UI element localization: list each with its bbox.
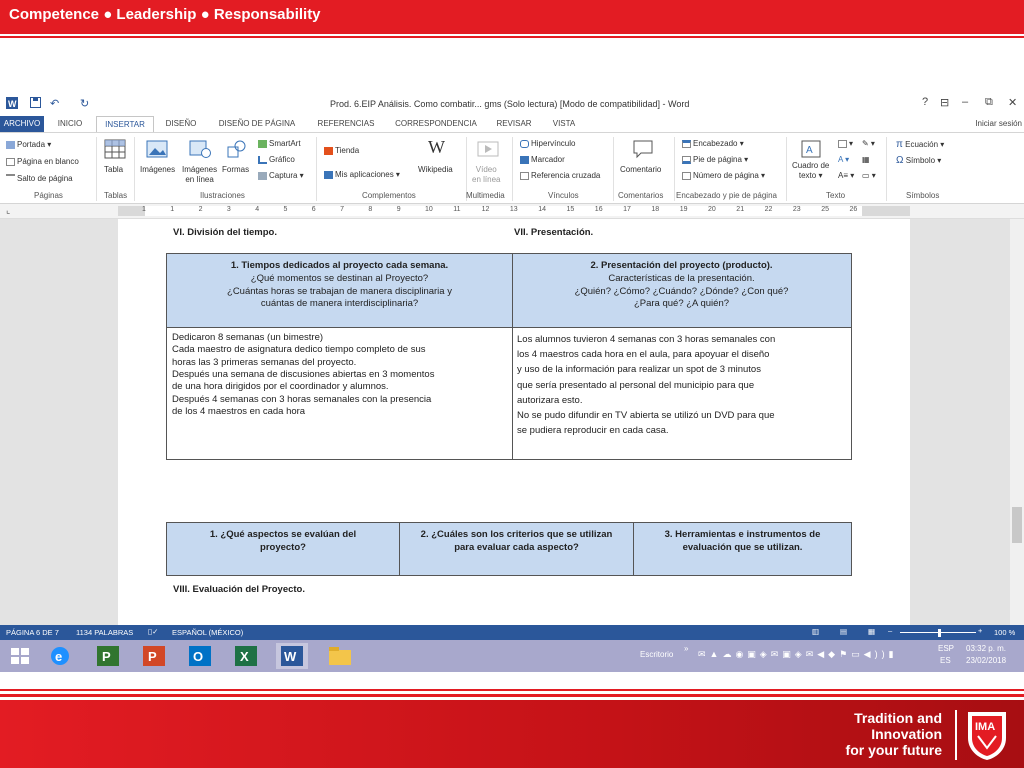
svg-text:W: W bbox=[8, 99, 17, 109]
imagenes-button[interactable]: Imágenes bbox=[140, 165, 176, 174]
online-video-icon bbox=[477, 139, 499, 159]
tab-inicio[interactable]: INICIO bbox=[57, 119, 83, 128]
ruler-number: 16 bbox=[594, 206, 603, 213]
tab-diseno[interactable]: DISEÑO bbox=[165, 119, 197, 128]
quick-parts-icon[interactable]: ▾ bbox=[838, 139, 853, 148]
signin-link[interactable]: Iniciar sesión bbox=[975, 119, 1022, 128]
pie-pagina-button[interactable]: Pie de página ▾ bbox=[682, 155, 748, 164]
windows-taskbar bbox=[0, 640, 1024, 672]
table2-col3: 3. Herramientas e instrumentos de evaluación que se utilizan. bbox=[664, 529, 821, 553]
cover-page-icon bbox=[6, 141, 15, 149]
ruler-number: 22 bbox=[764, 206, 773, 213]
smartart-icon bbox=[258, 140, 267, 148]
pagina-blanco-button[interactable]: Página en blanco bbox=[6, 157, 79, 166]
slide-header-title: Competence ● Leadership ● Responsability bbox=[9, 6, 321, 23]
table2-col2: 2. ¿Cuáles son los criterios que se utilizan para evaluar cada aspecto? bbox=[420, 529, 613, 553]
tab-referencias[interactable]: REFERENCIAS bbox=[317, 119, 375, 128]
referencia-cruzada-button[interactable]: Referencia cruzada bbox=[520, 171, 600, 180]
ribbon-separator bbox=[512, 137, 513, 201]
captura-button[interactable]: Captura ▾ bbox=[258, 171, 304, 180]
tray-icons[interactable]: ✉▲☁◉▣◈✉▣◈✉◀◆⚑▭◀))▮ bbox=[698, 649, 898, 659]
slide-footer bbox=[0, 700, 1024, 768]
ruler-number: 1 bbox=[170, 206, 175, 213]
ie-icon[interactable] bbox=[44, 643, 76, 669]
table1-head-right: 2. Presentación del proyecto (producto). Características de la presentación. ¿Quién? ¿Cómo? ¿Cuándo? ¿Dónde? ¿Con qué? ¿Para qué? ¿A quién? bbox=[512, 254, 851, 327]
encabezado-button[interactable]: Encabezado ▾ bbox=[682, 139, 744, 148]
evaluation-table bbox=[166, 522, 852, 576]
tienda-button[interactable]: Tienda bbox=[324, 146, 359, 155]
drop-cap-icon[interactable]: A≡ ▾ bbox=[838, 171, 855, 180]
group-label-tablas: Tablas bbox=[104, 191, 128, 200]
slide-header-bar bbox=[0, 0, 1024, 34]
footer-tagline: Tradition and Innovation for your future bbox=[845, 710, 942, 758]
read-mode-icon[interactable]: ▥ bbox=[812, 627, 820, 636]
group-label-encabezado: Encabezado y pie de página bbox=[676, 191, 777, 200]
table1-head-left: 1. Tiempos dedicados al proyecto cada semana. ¿Qué momentos se destinan al Proyecto? ¿Cuántas horas se trabajan de manera disciplinaria y cuántas de manera interdisciplinaria? bbox=[167, 254, 512, 327]
save-icon[interactable] bbox=[30, 97, 41, 111]
online-pictures-icon bbox=[189, 139, 211, 159]
zoom-out-button[interactable]: – bbox=[888, 626, 893, 635]
ima-logo bbox=[964, 708, 1010, 762]
ecuacion-button[interactable]: π Ecuación ▾ bbox=[896, 139, 945, 150]
portada-button[interactable]: Portada ▾ bbox=[6, 140, 51, 149]
ruler-number: 6 bbox=[311, 206, 316, 213]
ribbon-separator bbox=[786, 137, 787, 201]
zoom-in-button[interactable]: + bbox=[978, 626, 983, 635]
project-icon[interactable] bbox=[92, 643, 124, 669]
ruler-left-margin bbox=[118, 206, 145, 216]
ruler-number: 8 bbox=[368, 206, 373, 213]
salto-pagina-button[interactable]: Salto de página bbox=[6, 174, 73, 184]
table1-body-right: Los alumnos tuvieron 4 semanas con 3 horas semanales con los 4 maestros cada hora en el aula, para apoyuar el diseño y uso de la información para realizar un spot de 3 minutos que sería presentado al personal del municipio para que autorizara esto. No se pudo difundir en TV abierta se utilizó un DVD para que se pudiera reproducir en cada casa. bbox=[517, 334, 776, 437]
minimize-button[interactable]: – bbox=[962, 96, 969, 108]
text-box-icon bbox=[800, 139, 822, 159]
clock-time[interactable]: 03:32 p. m. bbox=[966, 644, 1007, 653]
imagenes-linea-button[interactable]: Imágenes en línea bbox=[182, 165, 218, 184]
group-label-complementos: Complementos bbox=[362, 191, 416, 200]
ruler-number: 12 bbox=[481, 206, 490, 213]
header-icon bbox=[682, 140, 691, 148]
wordart-icon[interactable]: A ▾ bbox=[838, 155, 850, 164]
svg-text:O: O bbox=[193, 649, 204, 664]
ribbon-tabs bbox=[0, 116, 1024, 132]
group-label-paginas: Páginas bbox=[34, 191, 63, 200]
cross-reference-icon bbox=[520, 172, 529, 180]
ruler-number: 21 bbox=[736, 206, 745, 213]
blank-page-icon bbox=[6, 158, 15, 166]
page-number-icon bbox=[682, 172, 691, 180]
group-label-simbolos: Símbolos bbox=[906, 191, 940, 200]
screenshot-icon bbox=[258, 172, 267, 180]
ruler-number: 14 bbox=[538, 206, 546, 213]
wikipedia-button[interactable]: Wikipedia bbox=[418, 165, 453, 174]
grafico-button[interactable]: Gráfico bbox=[258, 155, 295, 164]
ruler-number: 11 bbox=[453, 206, 461, 213]
desktop-toolbar[interactable]: Escritorio bbox=[640, 650, 674, 659]
ribbon-separator bbox=[96, 137, 97, 201]
group-label-multimedia: Multimedia bbox=[466, 191, 505, 200]
ribbon-separator bbox=[674, 137, 675, 201]
footer-divider bbox=[955, 710, 957, 760]
formas-button[interactable]: Formas bbox=[222, 165, 250, 174]
explorer-icon[interactable] bbox=[324, 643, 356, 669]
proofing-icon[interactable]: ▯✓ bbox=[148, 627, 159, 636]
close-button[interactable]: ✕ bbox=[1008, 97, 1018, 109]
svg-text:IMA: IMA bbox=[975, 721, 996, 733]
tab-correspondencia[interactable]: CORRESPONDENCIA bbox=[395, 119, 477, 128]
group-label-comentarios: Comentarios bbox=[618, 191, 664, 200]
ruler-number: 13 bbox=[509, 206, 518, 213]
zoom-level[interactable]: 100 % bbox=[994, 628, 1016, 637]
ruler-number: 20 bbox=[708, 206, 716, 213]
page-break-icon bbox=[6, 174, 15, 184]
document-title: Prod. 6.EIP Análisis. Como combatir... gms (Solo lectura) [Modo de compatibilidad] - Word bbox=[330, 99, 690, 109]
omega-icon: Ω bbox=[896, 155, 904, 166]
group-label-vinculos: Vínculos bbox=[548, 191, 579, 200]
table-icon bbox=[104, 139, 126, 159]
tabla-button[interactable]: Tabla bbox=[104, 165, 124, 174]
tab-vista[interactable]: VISTA bbox=[552, 119, 576, 128]
ribbon-separator bbox=[134, 137, 135, 201]
start-icon[interactable] bbox=[4, 643, 36, 669]
toolbar-expand-icon[interactable]: » bbox=[684, 644, 689, 653]
time-division-table bbox=[166, 253, 852, 460]
ribbon-separator bbox=[886, 137, 887, 201]
footer-rule bbox=[0, 689, 1024, 691]
ruler-number: 3 bbox=[226, 206, 231, 213]
footer-rule bbox=[0, 694, 1024, 697]
ruler-number: 23 bbox=[792, 206, 801, 213]
svg-text:A: A bbox=[806, 145, 813, 156]
ribbon-display-button[interactable]: ⊟ bbox=[940, 97, 950, 109]
date-time-icon[interactable]: ▦ bbox=[862, 155, 870, 164]
group-label-ilustraciones: Ilustraciones bbox=[200, 191, 245, 200]
store-icon bbox=[324, 147, 333, 155]
ruler-right-margin bbox=[862, 206, 910, 216]
redo-icon[interactable]: ↻ bbox=[80, 98, 90, 110]
pictures-icon bbox=[146, 139, 168, 159]
undo-icon[interactable]: ↶ bbox=[50, 98, 60, 110]
tab-selector-icon[interactable]: ⌞ bbox=[6, 205, 11, 215]
language-status[interactable]: ESPAÑOL (MÉXICO) bbox=[172, 628, 244, 637]
svg-text:e: e bbox=[55, 649, 63, 664]
hyperlink-icon bbox=[520, 140, 529, 148]
ruler-number: 4 bbox=[255, 206, 260, 213]
word-window bbox=[0, 92, 1024, 672]
simbolo-button[interactable]: Ω Símbolo ▾ bbox=[896, 155, 942, 166]
section-evaluacion: VIII. Evaluación del Proyecto. bbox=[173, 584, 305, 595]
wikipedia-icon: W bbox=[428, 137, 445, 157]
svg-text:P: P bbox=[148, 649, 157, 664]
pi-icon: π bbox=[896, 139, 903, 150]
comment-icon bbox=[632, 139, 654, 159]
ruler-number: 7 bbox=[340, 206, 344, 213]
numero-pagina-button[interactable]: Número de página ▾ bbox=[682, 171, 765, 180]
horizontal-ruler bbox=[0, 204, 1024, 219]
svg-text:P: P bbox=[102, 649, 111, 664]
group-label-texto: Texto bbox=[826, 191, 846, 200]
vertical-scrollbar[interactable] bbox=[1010, 219, 1024, 625]
svg-text:X: X bbox=[240, 649, 249, 664]
restore-button[interactable]: ⧉ bbox=[985, 96, 993, 108]
input-language-bottom[interactable]: ES bbox=[940, 656, 951, 665]
page-count[interactable]: PÁGINA 6 DE 7 bbox=[6, 628, 59, 637]
outlook-icon[interactable] bbox=[184, 643, 216, 669]
ruler-number: 18 bbox=[651, 206, 660, 213]
comentario-button[interactable]: Comentario bbox=[620, 165, 662, 174]
status-bar bbox=[0, 625, 1024, 640]
ruler-number: 25 bbox=[821, 206, 829, 213]
print-layout-icon[interactable]: ▤ bbox=[840, 627, 848, 636]
ruler-number: 26 bbox=[849, 206, 858, 213]
table2-col1: 1. ¿Qué aspectos se evalúan del proyecto? bbox=[209, 529, 357, 553]
scrollbar-thumb[interactable] bbox=[1012, 507, 1022, 543]
marcador-button[interactable]: Marcador bbox=[520, 155, 565, 164]
clock-date[interactable]: 23/02/2018 bbox=[966, 656, 1007, 665]
tab-insertar[interactable]: INSERTAR bbox=[96, 116, 154, 132]
word-logo-icon bbox=[6, 97, 18, 112]
powerpoint-icon[interactable] bbox=[138, 643, 170, 669]
mis-aplicaciones-button[interactable]: Mis aplicaciones ▾ bbox=[324, 170, 400, 179]
web-layout-icon[interactable]: ▦ bbox=[868, 627, 876, 636]
chart-icon bbox=[258, 156, 267, 164]
header-rule bbox=[0, 36, 1024, 38]
shapes-icon bbox=[226, 139, 248, 159]
ruler-number: 15 bbox=[566, 206, 575, 213]
tab-archivo[interactable]: ARCHIVO bbox=[0, 116, 44, 132]
title-bar bbox=[0, 92, 1024, 116]
ruler-number: 1 bbox=[142, 206, 146, 213]
hipervinculo-button[interactable]: Hipervínculo bbox=[520, 139, 575, 148]
ruler-number: 19 bbox=[679, 206, 688, 213]
help-button[interactable]: ? bbox=[922, 96, 929, 108]
smartart-button[interactable]: SmartArt bbox=[258, 139, 301, 148]
svg-text:W: W bbox=[284, 649, 297, 664]
word-count[interactable]: 1134 PALABRAS bbox=[76, 628, 134, 637]
input-language-top[interactable]: ESP bbox=[938, 644, 955, 653]
ruler-number: 9 bbox=[396, 206, 401, 213]
bookmark-icon bbox=[520, 156, 529, 164]
section-presentacion: VII. Presentación. bbox=[514, 227, 594, 238]
ruler-number: 2 bbox=[198, 206, 203, 213]
video-en-linea-button[interactable]: Vídeo en línea bbox=[472, 165, 501, 184]
ribbon-separator bbox=[613, 137, 614, 201]
ruler-number: 5 bbox=[283, 206, 288, 213]
cuadro-texto-button[interactable]: Cuadro de texto ▾ bbox=[792, 161, 830, 180]
ribbon-separator bbox=[316, 137, 317, 201]
table1-body-left: Dedicaron 8 semanas (un bimestre) Cada maestro de asignatura dedico tiempo completo de sus horas las 3 primeras semanas del proyecto. Después una semana de discusiones abiertas en 3 momentos de una hora dirigidos por el coordinador y alumnos. Después 4 semanas con 3 horas semanales con la presencia de los 4 maestros en cada hora bbox=[172, 332, 435, 418]
zoom-slider-thumb[interactable] bbox=[938, 629, 941, 637]
ribbon-insertar bbox=[0, 132, 1024, 204]
tab-revisar[interactable]: REVISAR bbox=[496, 119, 532, 128]
signature-line-icon[interactable]: ✎ ▾ bbox=[862, 139, 875, 148]
object-icon[interactable]: ▭ ▾ bbox=[862, 171, 876, 180]
footer-icon bbox=[682, 156, 691, 164]
ruler-number: 10 bbox=[425, 206, 433, 213]
word-icon[interactable] bbox=[276, 643, 308, 669]
ruler-number: 17 bbox=[623, 206, 631, 213]
tab-diseno-pagina[interactable]: DISEÑO DE PÁGINA bbox=[218, 119, 296, 128]
section-division-tiempo: VI. División del tiempo. bbox=[173, 227, 277, 238]
excel-icon[interactable] bbox=[230, 643, 262, 669]
my-apps-icon bbox=[324, 171, 333, 179]
